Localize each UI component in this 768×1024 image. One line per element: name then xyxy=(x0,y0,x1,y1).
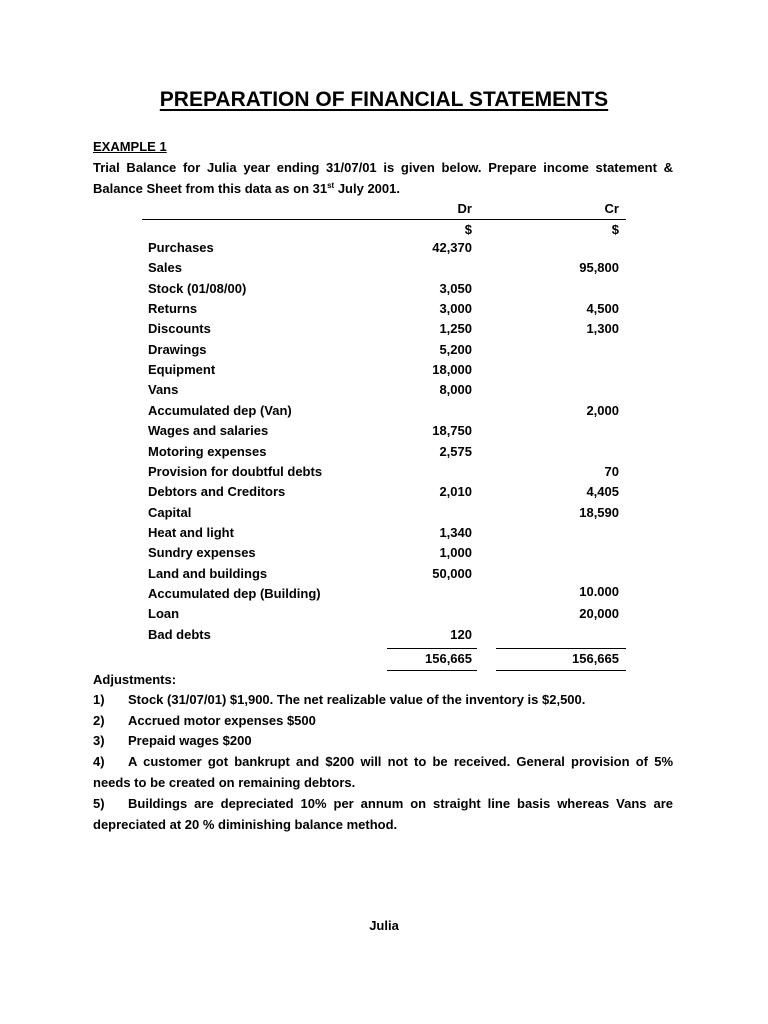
debit-amount: 1,250 xyxy=(439,321,472,337)
account-name: Provision for doubtful debts xyxy=(148,463,323,479)
account-name: Discounts xyxy=(148,321,211,337)
account-name: Debtors and Creditors xyxy=(148,484,286,500)
debit-amount: 120 xyxy=(450,626,472,642)
table-row xyxy=(148,260,628,280)
debit-total-rule-top xyxy=(387,648,477,649)
debit-total: 156,665 xyxy=(425,651,472,666)
table-row xyxy=(148,505,628,525)
credit-total-rule-bottom xyxy=(496,670,626,671)
credit-amount: 1,300 xyxy=(586,321,619,337)
adjustments-heading: Adjustments: xyxy=(93,672,177,687)
credit-amount: 4,405 xyxy=(586,484,619,500)
adjustment-number: 1) xyxy=(93,692,105,707)
table-top-rule xyxy=(142,219,626,220)
credit-amount: 10.000 xyxy=(579,583,619,599)
account-name: Stock (01/08/00) xyxy=(148,280,247,296)
table-row xyxy=(148,301,628,321)
adjustment-item xyxy=(93,692,673,712)
table-row xyxy=(148,321,628,341)
account-name: Wages and salaries xyxy=(148,423,269,439)
table-row xyxy=(148,382,628,402)
account-name: Purchases xyxy=(148,240,214,255)
table-row xyxy=(148,464,628,484)
adjustment-item xyxy=(93,752,673,793)
adjustment-text: A customer got bankrupt and $200 will not to be received. General provision of 5% needs to be created on remaining debtors. xyxy=(93,754,673,790)
account-name: Vans xyxy=(148,382,179,398)
adjustment-number: 5) xyxy=(93,796,105,811)
credit-amount: 18,590 xyxy=(579,504,619,520)
account-name: Heat and light xyxy=(148,524,234,540)
adjustment-number: 3) xyxy=(93,733,105,748)
table-row xyxy=(148,423,628,443)
page-footer: Julia xyxy=(369,918,399,933)
table-row xyxy=(148,484,628,504)
credit-total-rule-top xyxy=(496,648,626,649)
debit-amount: 18,000 xyxy=(432,362,472,378)
table-row xyxy=(148,362,628,382)
account-name: Sales xyxy=(148,260,182,276)
debit-amount: 42,370 xyxy=(432,240,472,255)
credit-amount: 95,800 xyxy=(579,260,619,276)
table-row xyxy=(148,342,628,362)
table-row xyxy=(148,403,628,423)
debit-amount: 5,200 xyxy=(439,341,472,357)
table-row xyxy=(148,545,628,565)
account-name: Sundry expenses xyxy=(148,545,256,561)
adjustment-number: 4) xyxy=(93,754,105,769)
adjustment-item xyxy=(93,713,673,733)
account-name: Drawings xyxy=(148,341,207,357)
account-name: Equipment xyxy=(148,362,216,378)
adjustment-number: 2) xyxy=(93,713,105,728)
debit-amount: 1,000 xyxy=(439,545,472,561)
debit-amount: 1,340 xyxy=(439,524,472,540)
account-name: Motoring expenses xyxy=(148,443,267,459)
dr-column-header: Dr xyxy=(457,201,472,216)
intro-text: Trial Balance for Julia year ending 31/07/01 is given below. Prepare income statement & Balance Sheet from this data as on 31 xyxy=(93,160,673,196)
intro-paragraph xyxy=(93,158,673,199)
table-row xyxy=(148,566,628,586)
credit-total: 156,665 xyxy=(572,651,619,666)
cr-column-header: Cr xyxy=(604,201,619,216)
debit-amount: 2,575 xyxy=(439,443,472,459)
example-heading: EXAMPLE 1 xyxy=(93,139,167,154)
table-row xyxy=(148,583,628,606)
table-row xyxy=(148,525,628,545)
debit-amount: 8,000 xyxy=(439,382,472,398)
credit-amount: 70 xyxy=(604,463,619,479)
cr-currency-label: $ xyxy=(611,222,619,237)
account-name: Bad debts xyxy=(148,626,211,642)
table-row xyxy=(148,606,628,626)
credit-amount: 4,500 xyxy=(586,301,619,317)
account-name: Land and buildings xyxy=(148,565,268,581)
adjustment-text: Buildings are depreciated 10% per annum on straight line basis whereas Vans are depreciated at 20 % diminishing balance method. xyxy=(93,796,673,832)
debit-amount: 50,000 xyxy=(432,565,472,581)
account-name: Accumulated dep (Building) xyxy=(148,585,321,601)
adjustment-item xyxy=(93,733,673,753)
intro-superscript: st xyxy=(327,180,335,190)
table-row xyxy=(148,281,628,301)
debit-amount: 3,000 xyxy=(439,301,472,317)
table-row xyxy=(148,627,628,647)
debit-amount: 3,050 xyxy=(439,280,472,296)
account-name: Capital xyxy=(148,504,192,520)
credit-amount: 2,000 xyxy=(586,402,619,418)
credit-amount: 20,000 xyxy=(579,606,619,622)
debit-total-rule-bottom xyxy=(387,670,477,671)
adjustment-text: Accrued motor expenses $500 xyxy=(128,713,316,728)
intro-text-end: July 2001. xyxy=(334,180,400,196)
adjustment-text: Prepaid wages $200 xyxy=(128,733,252,748)
adjustment-item xyxy=(93,794,673,835)
page-title: PREPARATION OF FINANCIAL STATEMENTS xyxy=(159,88,609,111)
debit-amount: 18,750 xyxy=(432,423,472,439)
debit-amount: 2,010 xyxy=(439,484,472,500)
account-name: Loan xyxy=(148,606,180,622)
table-row xyxy=(148,444,628,464)
account-name: Accumulated dep (Van) xyxy=(148,402,292,418)
table-row xyxy=(148,240,628,260)
dr-currency-label: $ xyxy=(464,222,472,237)
account-name: Returns xyxy=(148,301,198,317)
adjustment-text: Stock (31/07/01) $1,900. The net realizable value of the inventory is $2,500. xyxy=(128,692,586,707)
